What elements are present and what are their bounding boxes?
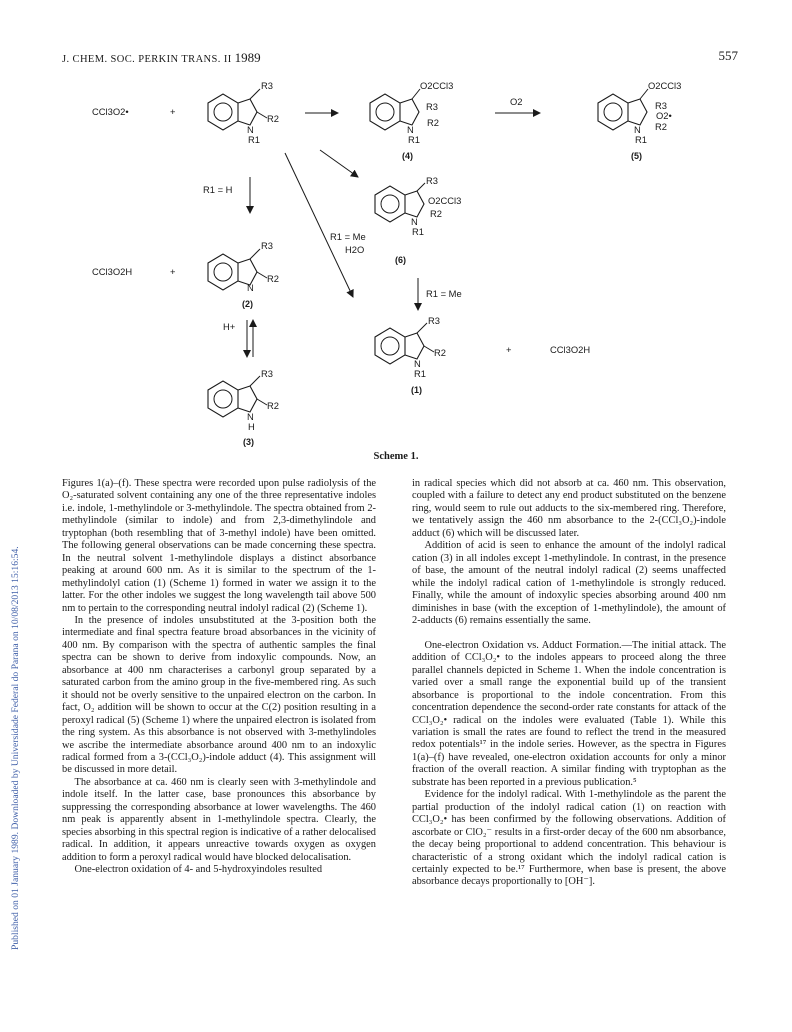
plus-sign: + [170, 266, 176, 277]
n-label: N [247, 124, 254, 135]
paragraph: Figures 1(a)–(f). These spectra were recorded upon pulse radiolysis of the O₂-saturated solvent containing any one of the three representative indoles i.e. indole, 1-methylindole or 3-methylindole. The spectra obtained from 2-methylindole (similar to indole) and from 2,3-dimethylindole and tryptophan (both resembling that of 3-methyl indole) have been omitted. The following general observations can be made concerning these spectra. In the neutral solvent 1-methylindole displays a distinct absorbance peaking at around 600 nm. As it is similar to the spectrum of the 1-methylindolyl cation (1) (Scheme 1) formed in water we assign it to the latter. For the other indoles we suggest the long wavelength tail above 500 nm to pertain to the corresponding neutral indolyl radical (2) (Scheme 1). [62, 478, 376, 614]
r2-label: R2 [655, 121, 667, 132]
r3-label: R3 [428, 315, 440, 326]
plus-sign: + [170, 106, 176, 117]
body-column-right [412, 478, 726, 889]
r3-label: R3 [261, 240, 273, 251]
page-number: 557 [718, 48, 738, 63]
r2-label: R2 [267, 113, 279, 124]
paragraph: One-electron oxidation of 4- and 5-hydroxyindoles resulted [74, 864, 323, 876]
r2-label: R2 [267, 273, 279, 284]
compound-5 [598, 80, 681, 161]
plus-sign: + [506, 344, 512, 355]
n-label: N [407, 124, 414, 135]
n-label: N [247, 411, 254, 422]
species-peroxide-mid: CCl3O2H [92, 266, 133, 277]
n-label: N [247, 282, 254, 293]
r3-label: R3 [655, 100, 667, 111]
paragraph: The absorbance at ca. 460 nm is clearly seen with 3-methylindole and indole itself. In the latter case, base pronounces this absorbance by suppressing the corresponding absorbance at lower wavelengths. The 460 nm peak is apparently absent in 1-methylindole spectra. Clearly, the species absorbing in this spectral region is indicative of a rather delocalised radical. In addition, it appears unreactive towards oxygen as oxygen addition to form a peroxyl radical would have blocked delocalisation. [62, 776, 376, 863]
compound-label-2: (2) [242, 299, 253, 309]
o2ccl3-label: O2CCl3 [648, 80, 682, 91]
journal-year: 1989 [234, 50, 261, 65]
paragraph: Addition of acid is seen to enhance the amount of the indolyl radical cation (3) in all indoles except 1-methylindole. In contrast, in the presence of base, the amount of the neutral indolyl radical (2) seems unaffected while the indolyl radical cation of 1-methylindole is strongly reduced. Finally, while the amount of indoxylic species absorbing around 400 nm diminishes in base (with the exception of 1-methylindole), the amount of 2-adducts (6) remains essentially the same. [412, 540, 726, 626]
r2-label: R2 [430, 208, 442, 219]
r3-label: R3 [261, 368, 273, 379]
compound-1 [375, 315, 446, 395]
paragraph: Evidence for the indolyl radical. With 1-methylindole as the parent the partial production of the indolyl radical cation (1) on reaction with CCl₃O₂• has been confirmed by the following observations. Addition of ascorbate or ClO₂⁻ results in a first-order decay of the 600 nm absorbance, the decay being proportional to addend concentration. This behaviour is characteristic of a strong oxidant which the indolyl radical cation is certainly expected to be.¹⁷ Furthermore, when base is present, the above absorbance decays proportionally to [OH⁻]. [412, 789, 726, 888]
compound-label-3: (3) [243, 437, 254, 447]
r1-label: R1 [408, 134, 420, 145]
r3-label: R3 [426, 175, 438, 186]
o2dot-label: O2• [656, 110, 672, 121]
condition-h-plus: H+ [223, 321, 236, 332]
r3-label: R3 [426, 101, 438, 112]
condition-h2o: H2O [345, 244, 365, 255]
paragraph: in radical species which did not absorb at ca. 460 nm. This observation, coupled with a failure to detect any end product substituted on the benzene ring, would seem to rule out adducts to the six-membered ring. Therefore, we tentatively assign the 460 nm absorbance to the 2-(CCl₃O₂)-indole adduct (6) which will be discussed later. [412, 478, 726, 539]
journal-title: J. CHEM. SOC. PERKIN TRANS. II 1989 [62, 50, 261, 65]
oxygen-label: O2 [510, 96, 523, 107]
o2ccl3-label: O2CCl3 [428, 195, 462, 206]
species-peroxide-right: CCl3O2H [550, 344, 591, 355]
compound-4 [370, 80, 453, 161]
section-paragraph: One-electron Oxidation vs. Adduct Formation.—The initial attack. The addition of CCl₃O₂• to the indoles appears to proceed along the three parallel channels depicted in Scheme 1. When the indole concentration is varied over a small range the exponential build up of the transient absorbance is proportional to the indole concentration. From this concentration dependence the second-order rate constants for attack of the CCl₃O₂• radical on the indoles were evaluated (Table 1). While this variation is small the rates are found to reflect the trend in the measured redox potentials¹⁷ in the indole series. However, as the spectra in Figures 1(a)–(f) have revealed, one-electron oxidation accounts for only a minor fraction of the overall reaction. A similar finding with tryptophan as the substrate has been reported in a previous publication.⁵ [412, 639, 726, 788]
condition-r1-me-a: R1 = Me [330, 231, 366, 242]
r2-label: R2 [427, 117, 439, 128]
r1-label: R1 [414, 368, 426, 379]
n-label: N [634, 124, 641, 135]
species-radical: CCl3O2• [92, 106, 129, 117]
condition-r1-h: R1 = H [203, 184, 233, 195]
indole-parent [208, 80, 279, 145]
n-label: N [414, 358, 421, 369]
r1-label: R1 [248, 134, 260, 145]
scheme-1-figure [60, 75, 740, 447]
scheme-caption: Scheme 1. [373, 451, 419, 462]
compound-label-4: (4) [402, 151, 413, 161]
compound-6 [375, 175, 461, 265]
arrow-to-1 [285, 153, 353, 297]
compound-2 [208, 240, 279, 309]
compound-3 [208, 368, 279, 447]
r1-label: R1 [635, 134, 647, 145]
o2ccl3-label: O2CCl3 [420, 80, 454, 91]
paragraph: In the presence of indoles unsubstituted at the 3-position both the intermediate and final spectra feature broad absorbances in the vicinity of 400 nm. By comparison with the spectra of authentic samples the final spectra can be shown to derive from indoxylic compounds. Now, an absorbance at 400 nm characterises a carbonyl group separated by a saturated carbon from the amino group in the five-membered ring. As such it should not be overly sensitive to the unpaired electron on the carbon. In fact, O₂ addition will be shown to occur at the C(2) position resulting in a peroxyl radical (5) (Scheme 1) where the unpaired electron is isolated from the ring system. As this absorbance is not observed with 3-methylindoles we ascribe the intermediate absorbance around 400 nm to an indoxylic radical formed from a 3-(CCl₃O₂)-indole adduct (4). This assignment will be discussed in more detail. [62, 614, 376, 776]
compound-label-1: (1) [411, 385, 422, 395]
running-header [62, 50, 738, 66]
r3-label: R3 [261, 80, 273, 91]
r1-label: R1 [412, 226, 424, 237]
condition-r1-me: R1 = Me [426, 288, 462, 299]
compound-label-5: (5) [631, 151, 642, 161]
body-column-left [62, 478, 376, 877]
h-label: H [248, 421, 255, 432]
compound-label-6: (6) [395, 255, 406, 265]
n-label: N [411, 216, 418, 227]
download-watermark: Published on 01 January 1989. Downloaded by Universidade Federal do Parana on 10/08/2013 15:16:54. [10, 546, 21, 950]
r2-label: R2 [267, 400, 279, 411]
r2-label: R2 [434, 347, 446, 358]
arrow-to-6 [320, 150, 358, 177]
